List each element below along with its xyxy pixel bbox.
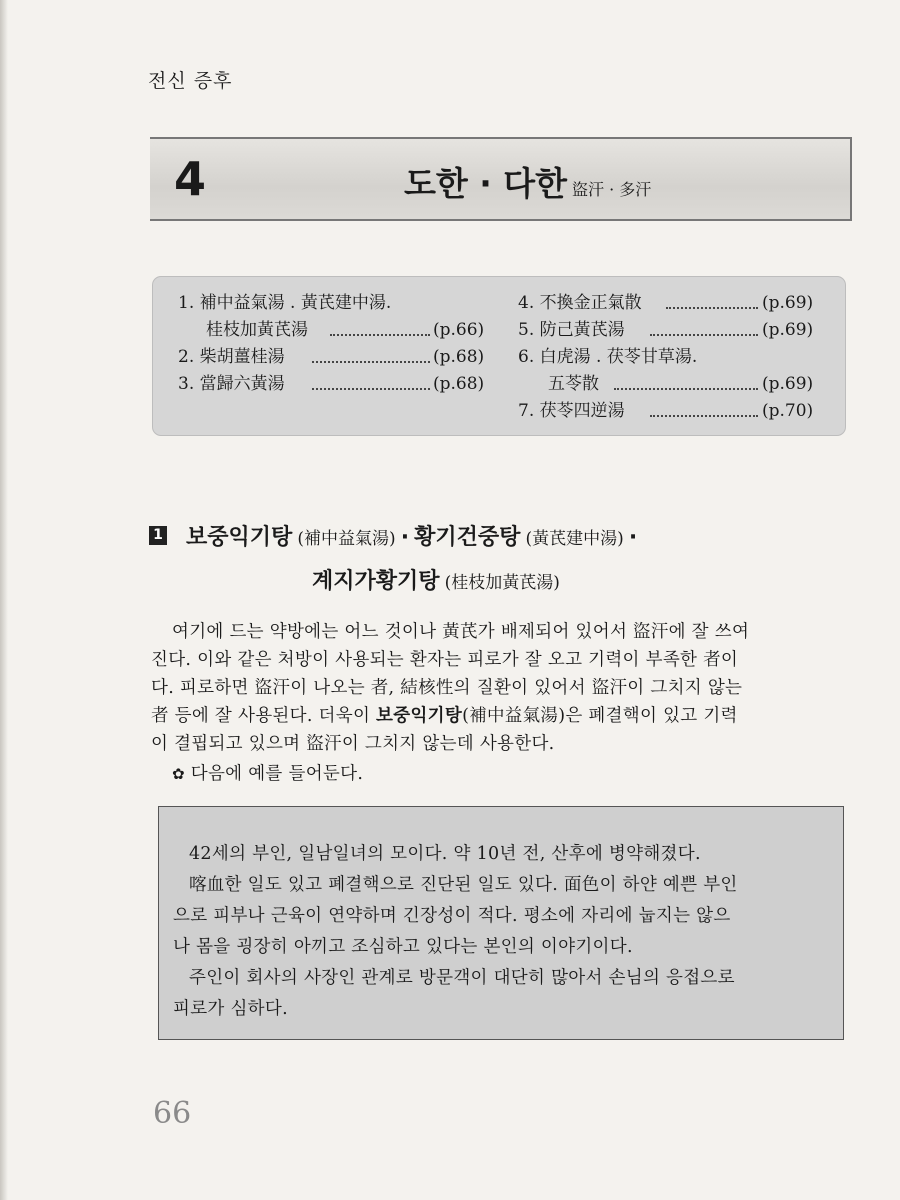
- section-heading-1-korean: 보중익기탕: [186, 525, 293, 550]
- chapter-number: 4: [174, 152, 207, 206]
- body-text-line: 진다. 이와 같은 처방이 사용되는 환자는 피로가 잘 오고 기력이 부족한 者이: [151, 650, 739, 670]
- body-text-line: 여기에 드는 약방에는 어느 것이나 黃芪가 배제되어 있어서 盜汗에 잘 쓰여: [172, 622, 750, 642]
- prescription-item-continued: 桂枝加黃芪湯: [206, 320, 308, 340]
- leader-dots: [312, 388, 430, 390]
- example-note: ✿ 다음에 예를 들어둔다.: [172, 764, 364, 784]
- leader-dots: [614, 388, 758, 390]
- page-reference: (p.70): [762, 401, 814, 421]
- prescription-item: 3. 當歸六黃湯: [178, 374, 285, 394]
- case-text-line: 나 몸을 굉장히 아끼고 조심하고 있다는 본인의 이야기이다.: [173, 937, 633, 957]
- section-heading-2-korean: 황기건중탕: [414, 525, 521, 550]
- chapter-title: 도한 · 다한: [404, 164, 568, 203]
- page-reference: (p.69): [762, 374, 814, 394]
- leader-dots: [650, 334, 758, 336]
- page-reference: (p.69): [762, 293, 814, 313]
- prescription-item: 1. 補中益氣湯 . 黃芪建中湯.: [178, 293, 392, 313]
- case-text-line: 42세의 부인, 일남일녀의 모이다. 약 10년 전, 산후에 병약해졌다.: [189, 844, 701, 864]
- heading-separator: ·: [628, 525, 638, 550]
- prescription-item-continued: 五苓散: [548, 374, 599, 394]
- case-text-line: 으로 피부나 근육이 연약하며 긴장성이 적다. 평소에 자리에 눕지는 않으: [173, 906, 731, 926]
- case-text-line: 피로가 심하다.: [173, 999, 288, 1019]
- section-heading-line-2: [312, 564, 560, 595]
- leader-dots: [312, 361, 430, 363]
- body-text-line: 다. 피로하면 盜汗이 나오는 者, 結核性의 질환이 있어서 盜汗이 그치지 않는: [151, 678, 743, 698]
- prescription-item: 5. 防己黃芪湯: [518, 320, 625, 340]
- page-reference: (p.66): [433, 320, 485, 340]
- prescription-item: 7. 茯苓四逆湯: [518, 401, 625, 421]
- leader-dots: [666, 307, 758, 309]
- leader-dots: [330, 334, 430, 336]
- prescription-item: 6. 白虎湯 . 茯苓甘草湯.: [518, 347, 698, 367]
- prescription-item: 4. 不換金正氣散: [518, 293, 642, 313]
- chapter-subtitle-hanja: 盜汗 · 多汗: [572, 180, 652, 199]
- flower-bullet-icon: ✿: [172, 765, 185, 783]
- heading-separator: ·: [400, 525, 410, 550]
- page-reference: (p.69): [762, 320, 814, 340]
- section-heading-3-korean: 계지가황기탕: [312, 569, 440, 594]
- body-text-line: 이 결핍되고 있으며 盜汗이 그치지 않는데 사용한다.: [151, 734, 555, 754]
- prescription-item: 2. 柴胡薑桂湯: [178, 347, 285, 367]
- case-text-line: 喀血한 일도 있고 폐결핵으로 진단된 일도 있다. 面色이 하얀 예쁜 부인: [189, 875, 738, 895]
- page-number: 66: [153, 1096, 192, 1131]
- section-heading-1-hanja: (補中益氣湯): [297, 529, 396, 549]
- section-heading-line-1: [186, 520, 637, 551]
- section-heading-3-hanja: (桂枝加黃芪湯): [444, 573, 560, 593]
- section-heading-2-hanja: (黃芪建中湯): [525, 529, 624, 549]
- section-number-marker: 1: [149, 526, 167, 545]
- inline-bold-prescription: 보중익기탕: [376, 706, 463, 726]
- body-text-line: 者 등에 잘 사용된다. 더욱이 보중익기탕(補中益氣湯)은 폐결핵이 있고 기력: [151, 706, 738, 726]
- page-binding-edge: [0, 0, 8, 1200]
- page-reference: (p.68): [433, 347, 485, 367]
- leader-dots: [650, 415, 758, 417]
- page-reference: (p.68): [433, 374, 485, 394]
- case-text-line: 주인이 회사의 사장인 관계로 방문객이 대단히 많아서 손님의 응접으로: [189, 968, 735, 988]
- running-head: 전신 증후: [148, 70, 233, 92]
